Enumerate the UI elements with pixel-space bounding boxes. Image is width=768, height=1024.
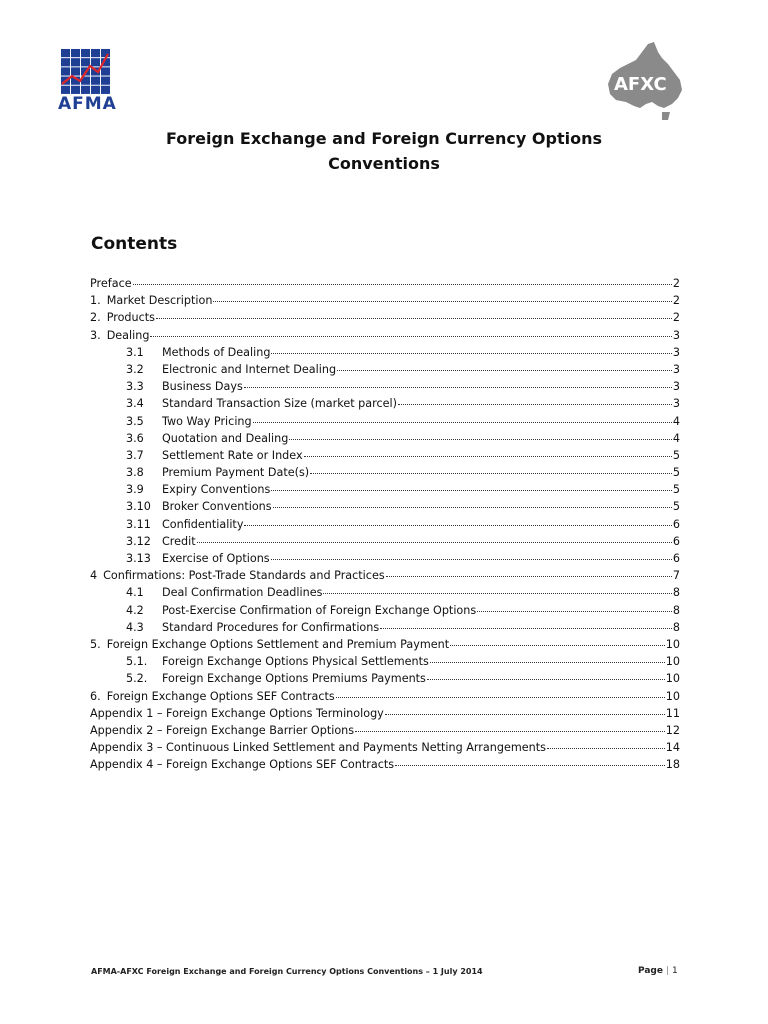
toc-entry-number: 5.1. [126,655,148,669]
toc-entry[interactable] [90,653,680,670]
toc-entry-label: Expiry Conventions [162,483,271,497]
toc-leader-dots [133,274,672,285]
toc-leader-dots [271,343,671,354]
toc-leader-dots [380,618,672,629]
toc-entry[interactable] [90,430,680,447]
toc-entry[interactable] [90,309,680,326]
toc-entry-number: 3.9 [126,483,144,497]
toc-entry-label: Confidentiality [162,517,244,531]
toc-entry-number: 3.6 [126,431,144,445]
toc-entry-number: 3.8 [126,466,144,480]
toc-entry-label: Foreign Exchange Options SEF Contracts [106,689,335,703]
toc-entry-page: 2 [672,294,680,308]
toc-entry-page: 3 [672,397,680,411]
toc-entry-label: Broker Conventions [162,500,272,514]
toc-entry-label: Products [106,311,155,325]
toc-leader-dots [310,463,672,474]
toc-entry[interactable] [90,413,680,430]
toc-entry-number: 4 [90,569,98,583]
toc-entry[interactable] [90,756,680,773]
toc-entry-label: Appendix 3 – Continuous Linked Settlement and Payments Netting Arrangements [90,741,546,755]
toc-leader-dots [304,446,672,457]
toc-leader-dots [427,669,665,680]
toc-leader-dots [213,291,671,302]
toc-entry-label: Appendix 4 – Foreign Exchange Options SEF Contracts [90,758,395,772]
toc-entry-number: 1. [90,294,101,308]
toc-entry[interactable] [90,739,680,756]
toc-entry[interactable] [90,670,680,687]
toc-entry-page: 8 [672,586,680,600]
toc-entry[interactable] [90,584,680,601]
toc-entry-page: 10 [665,689,680,703]
toc-entry[interactable] [90,327,680,344]
toc-entry-page: 10 [665,637,680,651]
toc-entry-label: Standard Transaction Size (market parcel) [162,397,397,411]
toc-entry-label: Dealing [106,328,150,342]
toc-entry-page: 5 [672,466,680,480]
toc-entry[interactable] [90,361,680,378]
toc-entry-label: Appendix 2 – Foreign Exchange Barrier Options [90,723,355,737]
toc-leader-dots [244,515,671,526]
toc-leader-dots [337,360,672,371]
toc-entry-label: Premium Payment Date(s) [162,466,310,480]
toc-entry-number: 6. [90,689,101,703]
toc-entry-page: 10 [665,672,680,686]
footer-page-label: Page [638,966,663,976]
toc-entry-number: 3.5 [126,414,144,428]
toc-leader-dots [253,412,672,423]
toc-entry-page: 5 [672,448,680,462]
toc-entry-number: 3.3 [126,380,144,394]
toc-entry[interactable] [90,567,680,584]
toc-entry-page: 12 [665,723,680,737]
toc-entry-page: 4 [672,414,680,428]
toc-entry[interactable] [90,516,680,533]
toc-entry-page: 5 [672,500,680,514]
toc-leader-dots [450,635,665,646]
toc-entry-label: Business Days [162,380,243,394]
toc-entry-label: Exercise of Options [162,552,270,565]
toc-entry-page: 6 [672,517,680,531]
toc-entry-number: 4.1 [126,586,144,600]
toc-entry-label: Methods of Dealing [162,345,271,359]
toc-entry[interactable] [90,344,680,361]
toc-leader-dots [271,480,672,491]
toc-entry-number: 3.2 [126,362,144,376]
toc-leader-dots [323,583,671,594]
toc-entry-label: Credit [162,534,196,548]
document-title [0,126,768,176]
toc-entry-number: 3.10 [126,500,151,514]
footer-page-number [638,966,678,976]
toc-entry-label: Two Way Pricing [162,414,252,428]
toc-entry-page: 6 [672,534,680,548]
toc-leader-dots [477,601,672,612]
toc-entry[interactable] [90,395,680,412]
toc-entry[interactable] [90,292,680,309]
toc-entry-number: 5.2. [126,672,148,686]
toc-entry[interactable] [90,498,680,515]
toc-leader-dots [547,738,665,749]
afma-logo [58,48,117,116]
toc-leader-dots [430,652,665,663]
toc-entry-page: 2 [672,277,680,290]
footer-document-info: AFMA-AFXC Foreign Exchange and Foreign Currency Options Conventions – 1 July 2014 [91,967,483,976]
toc-entry-number: 3.7 [126,448,144,462]
toc-entry-label: Quotation and Dealing [162,431,289,445]
toc-leader-dots [150,326,671,337]
toc-entry-page: 8 [672,620,680,634]
toc-entry-page: 14 [665,741,680,755]
toc-entry-label: Standard Procedures for Confirmations [162,620,380,634]
toc-entry-page: 3 [672,328,680,342]
toc-entry[interactable] [90,481,680,498]
toc-leader-dots [336,687,665,698]
toc-leader-dots [289,429,672,440]
toc-entry-label: Electronic and Internet Dealing [162,362,337,376]
toc-entry[interactable] [90,705,680,722]
toc-entry[interactable] [90,722,680,739]
toc-entry-page: 11 [665,706,680,720]
toc-entry-page: 8 [672,603,680,617]
toc-entry[interactable] [90,602,680,619]
toc-entry[interactable] [90,378,680,395]
toc-entry-number: 3.12 [126,534,151,548]
toc-entry-label: Market Description [106,294,213,308]
toc-entry-page: 10 [665,655,680,669]
toc-entry-page: 18 [665,758,680,772]
toc-entry[interactable] [90,464,680,481]
toc-leader-dots [386,566,672,577]
toc-entry[interactable] [90,447,680,464]
toc-entry-number: 4.2 [126,603,144,617]
toc-entry-label: Post-Exercise Confirmation of Foreign Exchange Options [162,603,477,617]
toc-entry-label: Settlement Rate or Index [162,448,303,462]
afma-logo-text: AFMA [58,94,117,114]
toc-entry-label: Foreign Exchange Options Premiums Payments [162,672,426,686]
toc-entry-number: 2. [90,311,101,325]
afxc-logo-text: AFXC [614,74,667,95]
toc-entry-number: 3. [90,328,101,342]
toc-entry[interactable] [90,688,680,705]
toc-entry-page: 4 [672,431,680,445]
toc-entry-page: 7 [672,569,680,583]
toc-entry-label: Confirmations: Post-Trade Standards and Practices [103,569,385,583]
toc-leader-dots [271,549,672,560]
toc-leader-dots [398,394,672,405]
toc-entry-number: 3.13 [126,552,151,565]
toc-leader-dots [395,755,665,766]
table-of-contents [90,275,680,773]
toc-entry-page: 6 [672,552,680,565]
toc-leader-dots [244,377,672,388]
toc-entry-label: Deal Confirmation Deadlines [162,586,323,600]
toc-entry[interactable] [90,275,680,292]
toc-entry[interactable] [90,533,680,550]
toc-entry-label: Foreign Exchange Options Physical Settlements [162,655,429,669]
toc-entry-label: Preface [90,277,132,290]
toc-entry-page: 3 [672,345,680,359]
toc-leader-dots [156,308,672,319]
document-title-line2: Conventions [328,154,440,173]
toc-leader-dots [197,532,672,543]
afxc-logo [604,42,686,122]
toc-entry-label: Foreign Exchange Options Settlement and Premium Payment [106,637,450,651]
toc-entry-page: 3 [672,380,680,394]
footer-page-value: 1 [672,966,678,976]
contents-heading: Contents [91,234,178,254]
toc-entry-page: 3 [672,362,680,376]
footer-separator: | [665,966,670,976]
toc-entry-page: 2 [672,311,680,325]
toc-entry[interactable] [90,550,680,567]
toc-entry[interactable] [90,619,680,636]
afma-grid-icon [60,48,110,94]
toc-leader-dots [273,497,672,508]
toc-entry-number: 3.11 [126,517,151,531]
toc-entry-number: 3.4 [126,397,144,411]
toc-entry-number: 5. [90,637,101,651]
toc-entry[interactable] [90,636,680,653]
document-title-line1: Foreign Exchange and Foreign Currency Options [166,129,602,148]
toc-leader-dots [355,721,665,732]
toc-entry-number: 4.3 [126,620,144,634]
toc-entry-page: 5 [672,483,680,497]
toc-entry-number: 3.1 [126,345,144,359]
toc-entry-label: Appendix 1 – Foreign Exchange Options Terminology [90,706,384,720]
toc-leader-dots [385,704,665,715]
